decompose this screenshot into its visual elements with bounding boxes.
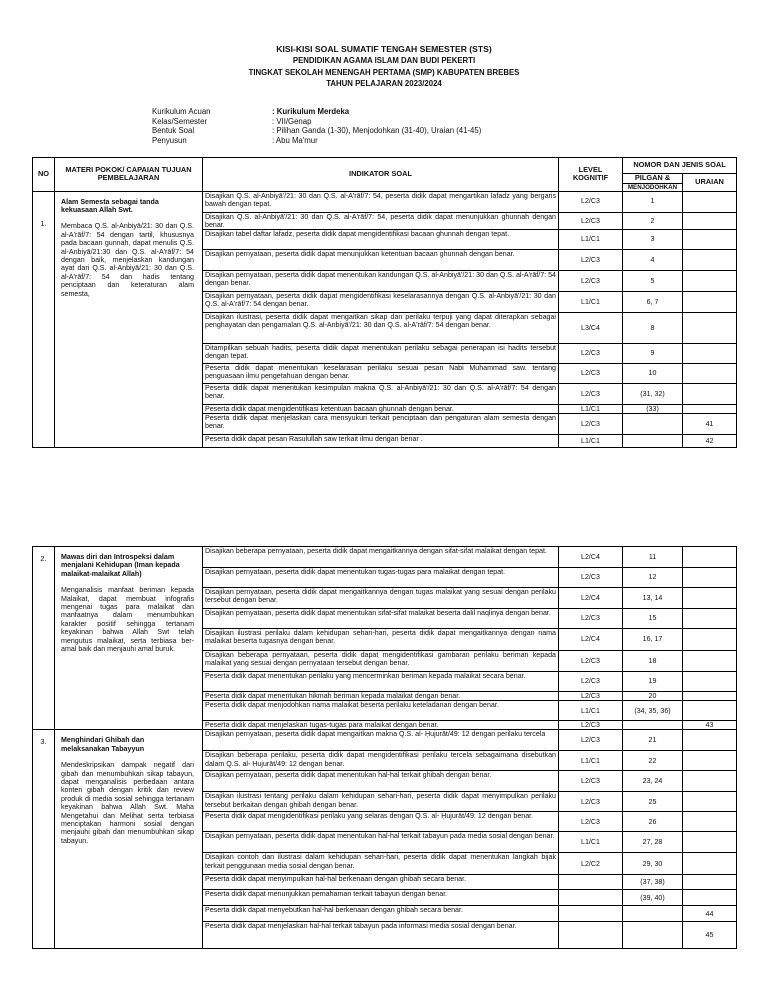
level-cell: L3/C4: [559, 313, 623, 344]
level-cell: L2/C3: [559, 672, 623, 692]
uraian-cell: [683, 212, 737, 229]
uraian-cell: [683, 730, 737, 751]
level-cell: L2/C3: [559, 692, 623, 701]
col-header-menjodohkan: MENJODOHKAN: [623, 183, 683, 191]
uraian-cell: [683, 568, 737, 588]
uraian-cell: [683, 792, 737, 812]
pilgan-cell: (31, 32): [623, 384, 683, 405]
pilgan-cell: 9: [623, 344, 683, 364]
meta-value: : Pilihan Ganda (1-30), Menjodohkan (31-40), Uraian (41-45): [272, 126, 482, 136]
uraian-cell: [683, 875, 737, 890]
level-cell: L2/C4: [559, 588, 623, 609]
level-cell: L2/C3: [559, 568, 623, 588]
indikator-cell: Disajikan beberapa pernyataan, peserta didik dapat mengaitkannya dengan sifat-sifat malaikat dengan tepat.: [203, 547, 559, 568]
level-cell: L1/C1: [559, 435, 623, 448]
indikator-cell: Peserta didik dapat menyebutkan hal-hal berkenaan dengan ghibah secara benar.: [203, 906, 559, 922]
table-row: [33, 191, 737, 212]
uraian-cell: [683, 832, 737, 853]
materi-text: Menganalisis manfaat beriman kepada Malaikat, dapat membuat infografis mengenai tugas para malaikat dan manfaatnya dalam menumbuhkan karakter positif sehingga tertanam keyakinan bahwa Allah Swt telah mengutus malaikat, serta terbiasa ber-amal baik dan menjauhi amal buruk.: [61, 586, 194, 654]
level-cell: [559, 922, 623, 949]
uraian-cell: 42: [683, 435, 737, 448]
level-cell: L1/C1: [559, 751, 623, 771]
col-header-pilgan: PILGAN &: [623, 174, 683, 184]
pilgan-cell: 25: [623, 792, 683, 812]
level-cell: L2/C3: [559, 414, 623, 435]
col-header-level: LEVEL KOGNITIF: [559, 158, 623, 192]
indikator-cell: Disajikan pernyataan, peserta didik dapat menunjukkan ketentuan bacaan ghunnah dengan benar.: [203, 250, 559, 271]
uraian-cell: [683, 629, 737, 651]
meta-row-penyusun: [152, 136, 481, 146]
uraian-cell: 41: [683, 414, 737, 435]
uraian-cell: [683, 701, 737, 721]
pilgan-cell: 19: [623, 672, 683, 692]
pilgan-cell: 22: [623, 751, 683, 771]
table-row: [33, 730, 737, 751]
uraian-cell: [683, 751, 737, 771]
level-cell: [559, 906, 623, 922]
document-header: [0, 44, 768, 90]
document-meta: [152, 107, 481, 145]
indikator-cell: Disajikan pernyataan, peserta didik dapat menentukan sifat-sifat malaikat beserta dalil naqlinya dengan benar.: [203, 609, 559, 629]
meta-label: Kurikulum Acuan: [152, 107, 211, 116]
table-1-body: [33, 191, 737, 448]
pilgan-cell: 3: [623, 230, 683, 250]
col-header-uraian: URAIAN: [683, 174, 737, 192]
level-cell: L2/C3: [559, 812, 623, 832]
pilgan-cell: [623, 906, 683, 922]
uraian-cell: 45: [683, 922, 737, 949]
indikator-cell: Disajikan ilustrasi perilaku dalam kehidupan sehari-hari, peserta didik dapat mengaitkannya dengan nama malaikat beserta tugasnya dengan benar.: [203, 629, 559, 651]
pilgan-cell: (39, 40): [623, 890, 683, 906]
uraian-cell: [683, 271, 737, 292]
pilgan-cell: 16, 17: [623, 629, 683, 651]
col-header-indikator: INDIKATOR SOAL: [203, 158, 559, 192]
pilgan-cell: 10: [623, 364, 683, 384]
table-row: [33, 547, 737, 568]
table-2-body: [33, 547, 737, 949]
section-materi: [55, 547, 203, 730]
kisi-kisi-table-1: [32, 157, 737, 448]
pilgan-cell: [623, 721, 683, 730]
uraian-cell: [683, 588, 737, 609]
level-cell: L1/C1: [559, 230, 623, 250]
section-number: 2.: [33, 547, 55, 730]
meta-label: Kelas/Semester: [152, 116, 208, 126]
uraian-cell: [683, 292, 737, 313]
indikator-cell: Disajikan pernyataan, peserta didik dapat mengidentifikasi keselarasannya dengan Q.S. al-Anbiyā'/21: 30 dan Q.S. al-A'rāf/7: 54 dengan benar.: [203, 292, 559, 313]
materi-title: Menghindari Ghibah dan melaksanakan Tabayyun: [61, 736, 145, 753]
indikator-cell: Peserta didik dapat menjodohkan nama malaikat beserta perilaku keteladanan dengan benar.: [203, 701, 559, 721]
uraian-cell: [683, 191, 737, 212]
indikator-cell: Peserta didik dapat menjelaskan hal-hal terkait tabayun pada informasi media sosial dengan benar.: [203, 922, 559, 949]
pilgan-cell: 18: [623, 651, 683, 672]
col-header-materi: MATERI POKOK/ CAPAIAN TUJUAN PEMBELAJARAN: [55, 158, 203, 192]
indikator-cell: Disajikan pernyataan, peserta didik dapat menentukan kandungan Q.S. al-Anbiyā'/21: 30 dan Q.S. al-A'rāf/7: 54 dengan benar.: [203, 271, 559, 292]
uraian-cell: [683, 890, 737, 906]
meta-label: Bentuk Soal: [152, 126, 195, 136]
pilgan-cell: 4: [623, 250, 683, 271]
level-cell: L2/C3: [559, 191, 623, 212]
meta-row-kelas: [152, 117, 481, 127]
materi-text: Mendeskripsikan dampak negatif dari gibah dan menumbuhkan sikap tabayun, dapat menganalisis perbedaan antara konten gibah dengan kritik dan review produk di media sosial sehingga tertanam keyakinan bahwa Allah Swt. Maha Mengetahui dan Melihat serta terbiasa menciptakan harmoni sosial dengan menjauhi gibah dan menumbuhkan sikap tabayun.: [61, 761, 194, 845]
meta-value: : Kurikulum Merdeka: [272, 107, 350, 116]
meta-label: Penyusun: [152, 135, 187, 145]
indikator-cell: Peserta didik dapat mengidentifikasi perilaku yang selaras dengan Q.S. al- Ḥujurāt/49: 12 dengan benar.: [203, 812, 559, 832]
uraian-cell: [683, 692, 737, 701]
indikator-cell: Disajikan Q.S. al-Anbiyā'/21: 30 dan Q.S. al-A'rāf/7: 54, peserta didik dapat menunjukkan ghunnah dengan benar.: [203, 212, 559, 229]
level-cell: L2/C3: [559, 730, 623, 751]
pilgan-cell: 20: [623, 692, 683, 701]
meta-value: : Abu Ma'mur: [272, 135, 318, 145]
indikator-cell: Disajikan tabel daftar lafadz, peserta didik dapat mengidentifikasi bacaan ghunnah dengan tepat.: [203, 230, 559, 250]
level-cell: L1/C1: [559, 832, 623, 853]
section-materi: [55, 730, 203, 949]
level-cell: L2/C3: [559, 250, 623, 271]
indikator-cell: Disajikan pernyataan, peserta didik dapat menentukan tugas-tugas para malaikat dengan tepat.: [203, 568, 559, 588]
document-title: KISI-KISI SOAL SUMATIF TENGAH SEMESTER (STS): [276, 44, 492, 54]
document-year: TAHUN PELAJARAN 2023/2024: [326, 79, 442, 88]
indikator-cell: Peserta didik dapat menentukan keselarasan perilaku sesuai pesan Nabi Muhammad saw. tentang penguasaan ilmu pengetahuan dengan benar.: [203, 364, 559, 384]
pilgan-cell: (33): [623, 405, 683, 414]
pilgan-cell: 6, 7: [623, 292, 683, 313]
indikator-cell: Disajikan beberapa perilaku, peserta didik dapat mengidentifikasi perilaku tercela sebagaimana disebutkan dalam Q.S. al- Ḥujurāt/49: 12 dengan benar.: [203, 751, 559, 771]
level-cell: L2/C2: [559, 853, 623, 875]
uraian-cell: [683, 812, 737, 832]
pilgan-cell: 5: [623, 271, 683, 292]
uraian-cell: [683, 230, 737, 250]
indikator-cell: Disajikan pernyataan, peserta didik dapat mengaitkan makna Q.S. al- Ḥujurāt/49: 12 dengan perilaku tercela: [203, 730, 559, 751]
meta-row-kurikulum: [152, 107, 481, 117]
materi-title: Alam Semesta sebagai tanda kekuasaan Allah Swt.: [61, 197, 159, 214]
kisi-kisi-table-2: [32, 546, 737, 949]
level-cell: L2/C3: [559, 212, 623, 229]
indikator-cell: Disajikan contoh dan ilustrasi dalam kehidupan sehari-hari, peserta didik dapat menentukan langkah bijak terkait penggunaan media sosial dengan benar.: [203, 853, 559, 875]
uraian-cell: [683, 313, 737, 344]
document-level: TINGKAT SEKOLAH MENENGAH PERTAMA (SMP) KABUPATEN BREBES: [248, 67, 520, 77]
uraian-cell: [683, 853, 737, 875]
indikator-cell: Disajikan Q.S. al-Anbiyā'/21: 30 dan Q.S. al-A'rāf/7: 54, peserta didik dapat mengartikan lafadz yang bergaris bawah dengan tepat.: [203, 191, 559, 212]
level-cell: L2/C3: [559, 384, 623, 405]
level-cell: L2/C3: [559, 721, 623, 730]
indikator-cell: Disajikan ilustrasi, peserta didik dapat mengaitkan sikap dan perilaku terpuji yang dapat diterapkan sebagai penghayatan dan pengamalan Q.S. al-Anbiyā'/21: 30 dan Q.S. al-A'rāf/7: 54 dengan benar.: [203, 313, 559, 344]
level-cell: [559, 875, 623, 890]
uraian-cell: [683, 771, 737, 792]
indikator-cell: Disajikan ilustrasi tentang perilaku dalam kehidupan sehari-hari, peserta didik dapat menyimpulkan perilaku tersebut berkaitan dengan ghibah dengan benar.: [203, 792, 559, 812]
uraian-cell: [683, 672, 737, 692]
section-number: 1.: [33, 191, 55, 448]
section-materi: [55, 191, 203, 448]
uraian-cell: 43: [683, 721, 737, 730]
materi-title: Mawas diri dan Introspeksi dalam menjalani Kehidupan (Iman kepada malaikat-malaikat Allah): [61, 553, 180, 578]
pilgan-cell: 12: [623, 568, 683, 588]
indikator-cell: Peserta didik dapat menentukan perilaku yang mencerminkan beriman kepada malaikat secara benar.: [203, 672, 559, 692]
uraian-cell: [683, 364, 737, 384]
document-subject: PENDIDIKAN AGAMA ISLAM DAN BUDI PEKERTI: [292, 56, 476, 65]
uraian-cell: 44: [683, 906, 737, 922]
uraian-cell: [683, 609, 737, 629]
uraian-cell: [683, 651, 737, 672]
indikator-cell: Disajikan beberapa pernyataan, peserta didik dapat mengidentifikasi gambaran perilaku beriman kepada malaikat yang sesuai dengan pernyataan tersebut dengan benar.: [203, 651, 559, 672]
level-cell: [559, 890, 623, 906]
level-cell: L2/C3: [559, 792, 623, 812]
pilgan-cell: 15: [623, 609, 683, 629]
meta-row-bentuk: [152, 126, 481, 136]
indikator-cell: Disajikan pernyataan, peserta didik dapat menentukan hal-hal terkait tabayun pada media sosial dengan benar.: [203, 832, 559, 853]
level-cell: L2/C3: [559, 271, 623, 292]
pilgan-cell: 27, 28: [623, 832, 683, 853]
uraian-cell: [683, 250, 737, 271]
indikator-cell: Peserta didik dapat pesan Rasulullah saw terkait ilmu dengan benar .: [203, 435, 559, 448]
uraian-cell: [683, 344, 737, 364]
level-cell: L2/C4: [559, 629, 623, 651]
section-number: 3.: [33, 730, 55, 949]
meta-value: : VII/Genap: [272, 116, 312, 126]
materi-text: Membaca Q.S. al-Anbiyā/21: 30 dan Q.S. al-A'rāf/7: 54 dengan tartil, khususnya pada bacaan gunnah, dapat menulis Q.S. al-Anbiyā/21:30 dan Q.S. al-A'rāf/7: 54 dengan baik, menjelaskan kandungan ayat dari Q.S. al-Anbiyā/21: 30 dan Q.S. al-A'rāf/7: 54 dan hadis tentang penciptaan dan keteraturan alam semesta,: [61, 222, 194, 298]
indikator-cell: Peserta didik dapat menunjukkan pemahaman terkait tabayun dengan benar.: [203, 890, 559, 906]
level-cell: L2/C3: [559, 609, 623, 629]
indikator-cell: Ditampilkan sebuah hadits, peserta didik dapat menentukan perilaku sebagai penerapan isi hadits tersebut dengan tepat.: [203, 344, 559, 364]
uraian-cell: [683, 384, 737, 405]
pilgan-cell: 2: [623, 212, 683, 229]
indikator-cell: Peserta didik dapat menjelaskan cara mensyukuri terkait penciptaan dan pengaturan alam semesta dengan benar.: [203, 414, 559, 435]
uraian-cell: [683, 405, 737, 414]
indikator-cell: Peserta didik dapat mengidentifikasi ketentuan bacaan ghunnah dengan benar.: [203, 405, 559, 414]
indikator-cell: Peserta didik dapat menentukan hikmah beriman kepada malaikat dengan benar.: [203, 692, 559, 701]
level-cell: L1/C1: [559, 405, 623, 414]
level-cell: L2/C4: [559, 547, 623, 568]
pilgan-cell: (37, 38): [623, 875, 683, 890]
pilgan-cell: 1: [623, 191, 683, 212]
col-header-no: NO: [33, 158, 55, 192]
pilgan-cell: [623, 414, 683, 435]
pilgan-cell: 23, 24: [623, 771, 683, 792]
indikator-cell: Disajikan pernyataan, peserta didik dapat mengaitkannya dengan tugas malaikat yang sesuai dengan perilaku tersebut dengan benar.: [203, 588, 559, 609]
pilgan-cell: 26: [623, 812, 683, 832]
level-cell: L1/C1: [559, 701, 623, 721]
indikator-cell: Peserta didik dapat menentukan kesimpulan makna Q.S. al-Anbiyā'/21: 30 dan Q.S. al-A'rāf/7: 54 dengan benar.: [203, 384, 559, 405]
pilgan-cell: 8: [623, 313, 683, 344]
pilgan-cell: (34, 35, 36): [623, 701, 683, 721]
pilgan-cell: 21: [623, 730, 683, 751]
level-cell: L2/C3: [559, 771, 623, 792]
level-cell: L2/C3: [559, 364, 623, 384]
level-cell: L2/C3: [559, 651, 623, 672]
pilgan-cell: 13, 14: [623, 588, 683, 609]
col-header-nomor: NOMOR DAN JENIS SOAL: [623, 158, 737, 174]
pilgan-cell: [623, 922, 683, 949]
indikator-cell: Peserta didik dapat menjelaskan tugas-tugas para malaikat dengan benar.: [203, 721, 559, 730]
indikator-cell: Peserta didik dapat menyimpulkan hal-hal berkenaan dengan ghibah secara benar.: [203, 875, 559, 890]
pilgan-cell: 29, 30: [623, 853, 683, 875]
level-cell: L2/C3: [559, 344, 623, 364]
pilgan-cell: 11: [623, 547, 683, 568]
pilgan-cell: [623, 435, 683, 448]
level-cell: L1/C1: [559, 292, 623, 313]
indikator-cell: Disajikan pernyataan, peserta didik dapat menentukan hal-hal terkait ghibah dengan benar.: [203, 771, 559, 792]
uraian-cell: [683, 547, 737, 568]
